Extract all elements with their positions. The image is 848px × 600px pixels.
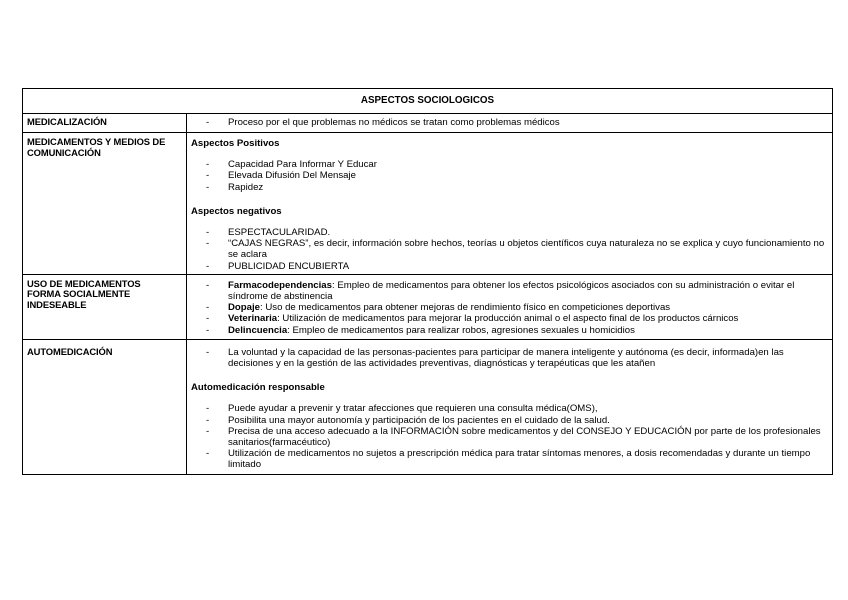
row-medicalizacion: [23, 114, 833, 133]
row-label-automedicacion: AUTOMEDICACIÓN: [23, 339, 187, 474]
list-item: - Veterinaria: Utilización de medicamentos para mejorar la producción animal o el aspecto final de los productos cárnicos: [206, 313, 828, 324]
list-item: - PUBLICIDAD ENCUBIERTA: [206, 261, 828, 272]
list-item: - Posibilita una mayor autonomía y participación de los pacientes en el cuidado de la salud.: [206, 415, 828, 426]
negative-aspects-list: [191, 227, 828, 272]
row-medios: [23, 133, 833, 275]
row-label-uso: USO DE MEDICAMENTOS FORMA SOCIALMENTE INDESEABLE: [23, 274, 187, 339]
table-header-row: [23, 89, 833, 114]
list-item: - Farmacodependencias: Empleo de medicamentos para obtener los efectos psicológicos asociados con su administración o evitar el síndrome de abstinencia: [206, 280, 828, 302]
list-item: - Utilización de medicamentos no sujetos a prescripción médica para tratar síntomas menores, a dosis recomendadas y durante un tiempo limitado: [206, 448, 828, 470]
table-title: ASPECTOS SOCIOLOGICOS: [23, 89, 833, 114]
medicalizacion-list: [191, 117, 828, 128]
term-delincuencia: Delincuencia: [228, 324, 288, 336]
row-label-medicalizacion: MEDICALIZACIÓN: [23, 114, 187, 133]
row-uso: [23, 274, 833, 339]
responsible-heading: Automedicación responsable: [191, 382, 325, 394]
term-veterinaria: Veterinaria: [228, 313, 278, 325]
list-item: - ESPECTACULARIDAD.: [206, 227, 828, 238]
row-content-uso: [187, 274, 833, 339]
list-item: - Delincuencia: Empleo de medicamentos para realizar robos, agresiones sexuales u homicidios: [206, 325, 828, 336]
list-item: - Proceso por el que problemas no médicos se tratan como problemas médicos: [206, 117, 828, 128]
list-item: - Capacidad Para Informar Y Educar: [206, 159, 828, 170]
uso-list: [191, 280, 828, 336]
automedicacion-intro-list: [191, 347, 828, 369]
row-content-medios: [187, 133, 833, 275]
sociological-aspects-table: [22, 88, 833, 475]
list-item: - Precisa de una acceso adecuado a la INFORMACIÓN sobre medicamentos y del CONSEJO Y EDUCACIÓN por parte de los profesionales sanitarios(farmacéutico): [206, 426, 828, 448]
row-label-medios: MEDICAMENTOS Y MEDIOS DE COMUNICACIÓN: [23, 133, 187, 275]
list-item: - Elevada Difusión Del Mensaje: [206, 170, 828, 181]
row-content-medicalizacion: [187, 114, 833, 133]
list-item: - Dopaje: Uso de medicamentos para obtener mejoras de rendimiento físico en competiciones deportivas: [206, 302, 828, 313]
positive-aspects-heading: Aspectos Positivos: [191, 138, 280, 149]
list-item: - Rapidez: [206, 182, 828, 193]
list-item: - Puede ayudar a prevenir y tratar afecciones que requieren una consulta médica(OMS),: [206, 403, 828, 414]
negative-aspects-heading: Aspectos negativos: [191, 205, 282, 217]
list-item: - La voluntad y la capacidad de las personas-pacientes para participar de manera inteligente y autónoma (es decir, informada)en las decisiones y en la gestión de las actividades preventivas, diagnósticas y terapéuticas que les atañen: [206, 347, 828, 369]
row-content-automedicacion: [187, 339, 833, 474]
list-item: - “CAJAS NEGRAS”, es decir, información sobre hechos, teorías u objetos científicos cuya naturaleza no se explica y cuyo funcionamiento no se aclara: [206, 238, 828, 260]
term-dopaje: Dopaje: [228, 302, 260, 314]
responsible-list: [191, 403, 828, 470]
positive-aspects-list: [191, 159, 828, 193]
term-farmacodependencias: Farmacodependencias: [228, 279, 332, 291]
row-automedicacion: [23, 339, 833, 474]
